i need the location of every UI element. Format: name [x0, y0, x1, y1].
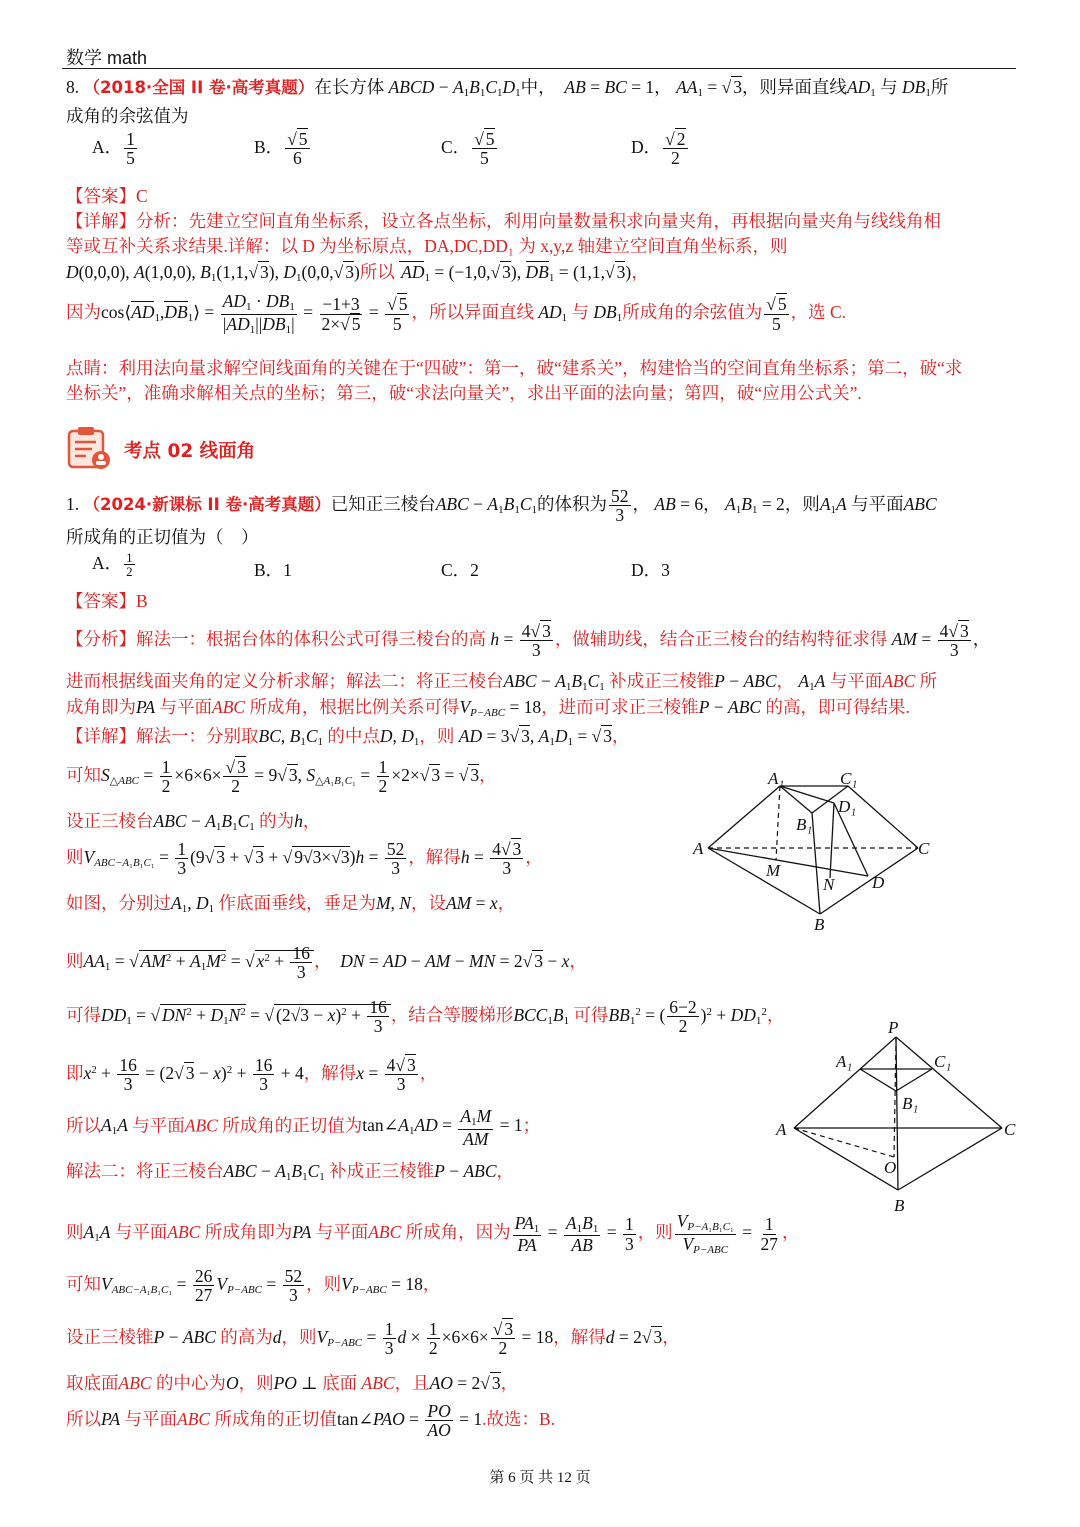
- q1-detail-text1: 解法一：分别取: [136, 726, 259, 746]
- q1-m2l1: 则: [66, 1222, 84, 1243]
- q1-method2-line: 解法二：将正三棱台ABC − $A_1B_1C_1$ 补成正三棱锥P − ABC，: [66, 1161, 515, 1183]
- q1-then2: 则: [66, 950, 84, 971]
- q1-option-b: B．1: [254, 560, 292, 580]
- q8-conclusion2: 所成角的余弦值为: [622, 302, 763, 323]
- fig1-label-a: A: [693, 839, 704, 858]
- page-header: 数学 math: [66, 48, 148, 68]
- q1-so2: 与平面: [132, 1115, 185, 1136]
- q1-know: 可知: [66, 764, 101, 785]
- q8-tip-line1: 点睛：利用法向量求解空间线面角的关键在于“四破”：第一，破“建系关”，构建恰当的空间直角坐标系；第二，破“求: [66, 358, 963, 378]
- q1-option-a-label: A．: [92, 553, 123, 573]
- q1-m2l4c: ，则: [238, 1373, 274, 1393]
- q1-m2l5d: .故选：B.: [482, 1408, 556, 1429]
- q1-stem-text6: 与平面: [851, 493, 904, 514]
- fig2-label-o: O: [884, 1158, 897, 1177]
- q8-option-d: D． √ $\frac{2}{2}$: [631, 130, 690, 168]
- q1-stem-text4: ，: [703, 493, 721, 514]
- q1-analysis-text10: ，进而可求正三棱锥: [541, 697, 699, 717]
- q8-option-c: C． √ $\frac{5}{5}$: [441, 130, 499, 168]
- q1-analysis-text7: 成角即为: [66, 697, 136, 717]
- clipboard-icon: [66, 425, 112, 471]
- q1-m2-line1: 则$A_1A$ 与平面ABC 所成角即为PA 与平面ABC 所成角，因为 $\frac{PA_1}{PA}$ = $\frac{A_1B_1}{AB}$ = $\frac{1}{3}$ ，则 $\frac{V_{P-A_1B_1C_1}}{V_{P-ABC}}$ = $\frac{1}{27}$ ，: [66, 1211, 800, 1256]
- q1-analysis-line1: 【分析】解法一：根据台体的体积公式可得三棱台的高 h = $\frac{4√ 3}{3}$ ，做辅助线，结合正三棱台的结构特征求得 AM = $\frac{4√ 3}{3}$ ，: [66, 622, 990, 660]
- q1-dd1-line: 可得$DD_1$ = √ $DN^2 + D_1N^2$ = √ (2√ 3 − x)$^2$ + $\frac{16}{3}$ ，结合等腰梯形$BCC_1B_1$ 可得$BB_1^2$ = ( $\frac{6-2}{2}$ )$^2 + DD_1^2$，: [66, 998, 784, 1036]
- q1-analysis-text4: 补成正三棱锥: [609, 671, 715, 691]
- q8-stem-text2: ，则异面直线: [741, 77, 847, 97]
- page-footer: 第 6 页 共 12 页: [489, 1470, 591, 1486]
- fig1-label-b: B: [814, 915, 825, 933]
- q8-option-c-label: C．: [441, 136, 471, 157]
- q1-method2b: 补成正三棱锥: [329, 1161, 435, 1181]
- q1-m2l1c: 所成角即为: [204, 1222, 293, 1243]
- q1-then: 则: [66, 846, 84, 867]
- q1-stem-text2: 的体积为: [537, 493, 608, 514]
- q1-stem-text5: ，则: [784, 493, 820, 514]
- q1-set-h: 设正三棱台: [66, 811, 154, 831]
- q1-analysis-text6: 所: [919, 671, 938, 691]
- q1-m2l3d: ，解得: [553, 1326, 606, 1347]
- q1-set-h-line: 设正三棱台ABC − $A_1B_1C_1$ 的为h，: [66, 811, 321, 833]
- q1-detail-text2: 的中点: [327, 726, 380, 746]
- fig2-label-b: B: [894, 1196, 905, 1215]
- q8-detail-line1: [66, 208, 941, 233]
- fig1-label-m: M: [766, 861, 781, 880]
- q1-option-a: A． $\frac{1}{2}$: [92, 549, 133, 580]
- q1-analysis-text9: 所成角，根据比例关系可得: [249, 697, 460, 717]
- q1-m2-line4: 取底面ABC 的中心为O，则PO ⊥ 底面 ABC，且AO = 2√ 3，: [66, 1370, 518, 1395]
- q1-m2-line5: 所以PA 与平面ABC 所成角的正切值tan∠PAO = $\frac{PO}{AO}$ = 1.故选：B.: [66, 1401, 556, 1441]
- q1-m2l4b: 的中心为: [155, 1373, 226, 1393]
- q8-option-d-label: D．: [631, 136, 662, 157]
- q1-m2l1e: 所成角，因为: [405, 1222, 511, 1243]
- pyramid-figure: [772, 1015, 1022, 1220]
- q1-analysis-line2: 进而根据线面夹角的定义分析求解；解法二：将正三棱台ABC − $A_1B_1C_1$ 补成正三棱锥P − ABC， $A_1A$ 与平面ABC 所: [66, 671, 938, 693]
- q1-number: 1.: [66, 493, 80, 514]
- q1-analysis-text3: 进而根据线面夹角的定义分析求解；解法二：将正三棱台: [66, 671, 504, 691]
- q1-detail-label: 【详解】: [66, 726, 136, 746]
- q1-m2l1f: ，则: [637, 1222, 673, 1243]
- q1-m2l3c: ，则: [281, 1326, 317, 1347]
- q1-m2l1d: 与平面: [315, 1222, 369, 1243]
- q8-option-b-label: B．: [254, 136, 284, 157]
- q8-tip-line2: 坐标关”，准确求解相关点的坐标；第三，破“求法向量关”，求出平面的法向量；第四，破“应用公式关”.: [66, 383, 862, 403]
- q8-stem-tail: 中，: [520, 77, 556, 97]
- q1-m2l2b: ，则: [306, 1273, 342, 1294]
- q1-option-c: C．2: [441, 560, 479, 580]
- q1-stem-text3: ，: [632, 493, 651, 514]
- q1-eq-line: 即$x^2$ + $\frac{16}{3}$ = (2√ 3 − x)$^2$ + $\frac{16}{3}$ + 4，解得x = $\frac{4√ 3}{3}$ ，: [66, 1056, 437, 1094]
- q1-analysis-text2: ，做辅助线，结合正三棱台的结构特征求得: [554, 628, 888, 649]
- frustum-figure: [690, 768, 940, 933]
- q1-m2l5b: 与平面: [124, 1408, 177, 1429]
- q1-source: （2024·新课标 II 卷·高考真题）: [83, 494, 331, 514]
- q1-volume-line: 则$V_{ABC-A_1B_1C_1}$ = $\frac{1}{3}$ (9√ 3 + √ 3 + √ 9√ 3×√ 3)h = $\frac{52}{3}$ ，解得h = $\frac{4√ 3}{3}$ ，: [66, 840, 543, 878]
- q1-method2: 解法二：将正三棱台: [66, 1161, 224, 1181]
- q1-fig-perp: 如图，分别过: [66, 893, 171, 913]
- q8-stem-line2: 成角的余弦值为: [66, 106, 189, 126]
- q1-so3: 所成角的正切值为: [222, 1115, 363, 1136]
- q1-solve-x: ，解得: [303, 1062, 357, 1083]
- fig2-label-c1: C₁: [934, 1052, 952, 1071]
- q8-cos-line: 因为$\cos⟨AD_1,DB_1⟩$ = $\frac{AD_1 \cdot DB_1}{|AD_1||DB_1|}$ = $\frac{-1+3}{2\times√ 5}$ = √ $\frac{5}{5}$ ，所以异面直线 $AD_1$ 与 $DB_1$所成角的余弦值为 √ $\frac{5}{5}$ ，选 C.: [66, 292, 846, 336]
- q8-detail-text1: 分析：先建立空间直角坐标系，设立各点坐标，利用向量数量积求向量夹角，再根据向量夹角与线线角相: [136, 211, 941, 231]
- q1-perp-line: 如图，分别过$A_1$, $D_1$ 作底面垂线，垂足为M, N，设AM = x，: [66, 893, 516, 915]
- q8-stem-text: 在长方体: [314, 77, 385, 97]
- q1-analysis-text5: 与平面: [829, 671, 883, 691]
- q8-option-b: B． √ $\frac{5}{6}$: [254, 130, 312, 168]
- q1-m2l3: 设正三棱锥: [66, 1326, 154, 1347]
- fig1-label-d: D: [872, 873, 885, 892]
- q1-m2-line2: 可知$V_{ABC-A_1B_1C_1}$ = $\frac{26}{27}$ $V_{P-ABC}$ = $\frac{52}{3}$ ，则$V_{P-ABC} = 18$，: [66, 1266, 441, 1306]
- q8-answer: 【答案】C: [66, 186, 148, 206]
- q1-m2l2: 可知: [66, 1273, 101, 1294]
- q8-option-a: A． $\frac{1}{5}$: [92, 129, 135, 169]
- q1-m2l4e: ，且: [394, 1373, 430, 1393]
- q1-ie: 即: [66, 1062, 84, 1083]
- section-title: 考点 02 线面角: [124, 441, 256, 462]
- q8-stem-line1: 8. （2018·全国 II 卷·高考真题）在长方体 ABCD − $A_1B_1C_1D_1$中， AB = BC = 1， $AA_1$ = √ 3，则异面直线$AD_1$ 与 $DB_1$所: [66, 74, 948, 99]
- q8-conclusion: ，所以异面直线: [411, 302, 534, 323]
- q1-m2l4d: 底面: [322, 1373, 358, 1393]
- q1-answer: 【答案】B: [66, 591, 148, 611]
- q1-fig-perp3: ，设: [410, 893, 446, 913]
- fig1-label-c: C: [918, 839, 930, 858]
- q1-trap: ，结合等腰梯形: [390, 1004, 514, 1025]
- fig2-label-a: A: [776, 1120, 787, 1139]
- q1-analysis-line3: 成角即为PA 与平面ABC 所成角，根据比例关系可得$V_{P-ABC} = 18$，进而可求正三棱锥P − ABC 的高，即可得结果.: [66, 697, 910, 719]
- q8-stem-text3: 与: [880, 77, 898, 97]
- q8-conclusion3: ，选 C.: [790, 302, 847, 323]
- q8-coords-suffix: 所以: [359, 262, 395, 282]
- q1-option-d: D．3: [631, 560, 670, 580]
- q1-so: 所以: [66, 1115, 101, 1136]
- q1-stem-line1: 1. （2024·新课标 II 卷·高考真题）已知正三棱台ABC − $A_1B_1C_1$的体积为 $\frac{52}{3}$ ， AB = 6， $A_1B_1 = 2$，则$A_1A$ 与平面ABC: [66, 486, 937, 526]
- q1-m2l1b: 与平面: [114, 1222, 168, 1243]
- q8-number: 8.: [66, 77, 80, 97]
- fig1-label-b1: B₁: [796, 815, 813, 834]
- header-rule: [62, 68, 1016, 69]
- fig1-label-n: N: [823, 875, 835, 894]
- q8-source: （2018·全国 II 卷·高考真题）: [83, 78, 315, 97]
- fig1-label-a1: A₁: [768, 769, 785, 788]
- q1-analysis-text8: 与平面: [159, 697, 212, 717]
- q1-set-h2: 的为: [259, 811, 295, 831]
- q8-option-a-label: A．: [92, 136, 123, 157]
- fig1-label-c1: C₁: [840, 769, 858, 788]
- q8-because: 因为: [66, 302, 101, 323]
- q1-tan-line: 所以$A_1A$ 与平面ABC 所成角的正切值为$\tan\angle A_1AD$ = $\frac{A_1M}{AM}$ = 1；: [66, 1106, 541, 1149]
- q1-stem-text1: 已知正三棱台: [330, 493, 436, 514]
- q8-coords-line: D(0,0,0), A(1,0,0), $B_1(1,1,√$ 3), $D_1(0,0,√$ 3)所以 $AD_1 = (-1,0,√$ 3), $DB_1 = (1,1,√$ 3)，: [66, 259, 649, 284]
- fig2-label-a1: A₁: [836, 1052, 853, 1071]
- q1-m2l5: 所以: [66, 1408, 101, 1429]
- fig2-label-b1: B₁: [902, 1094, 919, 1113]
- q1-aa1-line: 则$AA_1$ = √ $AM^2 + A_1M^2$ = √ $x^2$ + $\frac{16}{3}$ ， DN = AD − AM − MN = 2√ 3 − x，: [66, 944, 587, 982]
- q1-fig-perp2: 作底面垂线，垂足为: [218, 893, 376, 913]
- q1-detail-text3: ，则: [419, 726, 455, 746]
- q8-stem-text4: 所: [930, 77, 949, 97]
- q1-analysis-label: 【分析】: [66, 628, 136, 649]
- q1-m2l3b: 的高为: [220, 1326, 273, 1347]
- q8-detail-line2: 等或互补关系求结果.详解：以 D 为坐标原点，DA,DC,DD₁ 为 x,y,z 轴建立空间直角坐标系，则: [66, 236, 788, 256]
- q1-m2l4: 取底面: [66, 1373, 119, 1393]
- q1-m2-line3: 设正三棱锥P − ABC 的高为d，则$V_{P-ABC}$ = $\frac{1}{3}$ d × $\frac{1}{2}$ ×6×6× √ $\frac{3}{2}$ = 18，解得d = 2√ 3，: [66, 1320, 680, 1358]
- q1-trap2: 可得: [573, 1004, 609, 1025]
- q1-solve-h: ，解得: [408, 846, 461, 867]
- fig2-label-c: C: [1004, 1120, 1016, 1139]
- fig2-label-p: P: [888, 1018, 899, 1037]
- q1-m2l5c: 所成角的正切值: [214, 1408, 337, 1429]
- q1-detail-line1: 【详解】解法一：分别取BC, $B_1C_1$ 的中点D, $D_1$，则 AD = 3√ 3, $A_1D_1$ = √ 3，: [66, 723, 629, 748]
- q1-analysis-text11: 的高，即可得结果.: [765, 697, 910, 717]
- q1-stem-line2: 所成角的正切值为（ ）: [66, 527, 259, 547]
- q1-get: 可得: [66, 1004, 101, 1025]
- q1-area-line: 可知$S_{\triangle ABC}$ = $\frac{1}{2}$ ×6×6× √ $\frac{3}{2}$ = 9√ 3, $S_{\triangle A_1B_1C_1}$ = $\frac{1}{2}$ ×2×√ 3 = √ 3，: [66, 758, 497, 796]
- fig1-label-d1: D₁: [838, 797, 857, 816]
- q8-detail-label: 【详解】: [66, 211, 136, 231]
- q1-analysis-text1: 解法一：根据台体的体积公式可得三棱台的高: [136, 628, 486, 649]
